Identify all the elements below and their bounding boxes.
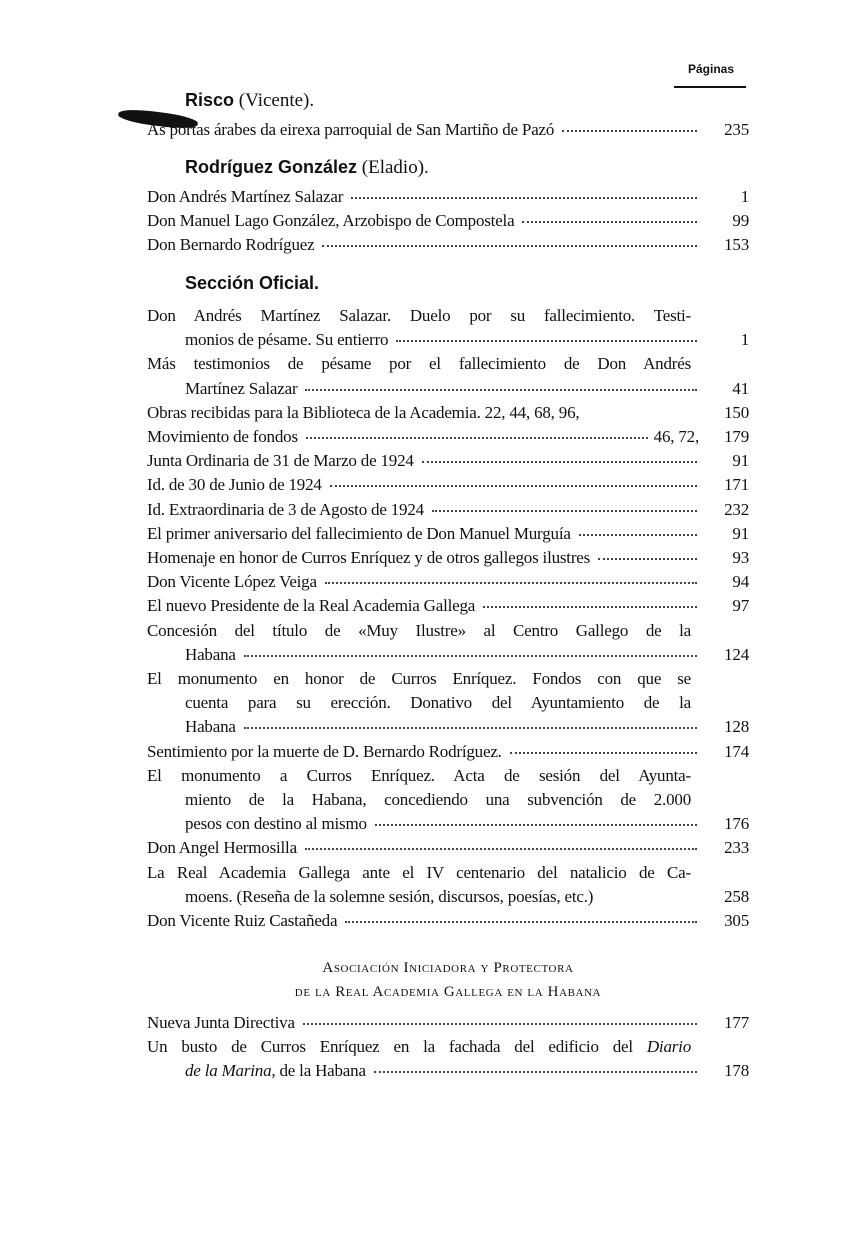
pages-column-header: Páginas xyxy=(687,62,735,76)
entry-line xyxy=(147,449,749,473)
entry-text: El primer aniversario del fallecimiento de Don Manuel Murguía xyxy=(147,523,571,543)
page-number: 94 xyxy=(732,572,749,592)
toc-entry xyxy=(147,740,749,764)
heading-name: (Vicente). xyxy=(234,90,315,111)
entry-text: Nueva Junta Directiva xyxy=(147,1013,295,1032)
entry-line xyxy=(147,619,749,643)
dot-leader xyxy=(375,824,697,826)
toc-entry xyxy=(147,473,749,497)
entry-text: Don Bernardo Rodríguez xyxy=(147,235,315,255)
page-number: 177 xyxy=(724,1013,749,1032)
dot-leader xyxy=(325,582,697,584)
page-number: 176 xyxy=(724,814,749,834)
entry-line xyxy=(147,1059,749,1083)
entry-line xyxy=(147,233,749,257)
entry-line xyxy=(147,118,749,142)
entry-line xyxy=(147,594,749,618)
section-heading xyxy=(185,155,787,180)
entry-text: La Real Academia Gallega ante el IV centenario del natalicio de Ca- xyxy=(147,862,691,882)
dot-leader xyxy=(562,130,697,132)
page-number: 178 xyxy=(724,1061,749,1081)
dot-leader xyxy=(579,534,697,536)
extra-pages: 46, 72, xyxy=(653,427,699,446)
entry-text: Habana xyxy=(185,717,236,737)
toc-entry xyxy=(147,498,749,522)
toc-entry xyxy=(147,401,749,425)
entry-line xyxy=(147,812,749,836)
toc-entry xyxy=(147,449,749,473)
entry-line xyxy=(147,546,749,570)
page-number: 124 xyxy=(724,644,749,664)
entry-line xyxy=(147,352,749,376)
page-number: 91 xyxy=(732,451,749,471)
dot-leader xyxy=(598,558,697,560)
entry-text: monios de pésame. Su entierro xyxy=(185,330,389,350)
toc-entry xyxy=(147,352,749,400)
toc-entry xyxy=(147,425,749,449)
entry-line xyxy=(147,836,749,860)
toc-entry xyxy=(147,861,749,909)
entry-line xyxy=(147,570,749,594)
entry-text xyxy=(147,1035,749,1059)
dot-leader xyxy=(305,848,697,850)
entry-text-part: de la Habana xyxy=(275,1061,366,1081)
page-number: 153 xyxy=(724,235,749,255)
dot-leader xyxy=(345,921,697,923)
page-number: 93 xyxy=(732,548,749,567)
entry-text: pesos con destino al mismo xyxy=(185,814,367,834)
page-number: 233 xyxy=(724,838,749,858)
dot-leader xyxy=(396,340,697,342)
entry-line xyxy=(147,377,749,401)
toc-entry xyxy=(147,619,749,667)
dot-leader xyxy=(351,197,697,199)
page-number: 305 xyxy=(724,911,749,930)
entry-line xyxy=(147,691,749,715)
page-number: 258 xyxy=(724,886,749,906)
entry-line xyxy=(147,185,749,209)
page-number: 41 xyxy=(732,378,749,398)
entry-line xyxy=(147,885,749,909)
entry-text: Don Angel Hermosilla xyxy=(147,838,297,858)
section-heading: Asociación Iniciadora y Protectora xyxy=(322,960,574,976)
page-number: 179 xyxy=(724,427,749,446)
page-number: 1 xyxy=(740,187,749,206)
entry-text: Don Manuel Lago González, Arzobispo de Compostela xyxy=(147,211,515,231)
dot-leader xyxy=(322,245,697,247)
dot-leader xyxy=(244,727,697,729)
toc-entry xyxy=(147,209,749,233)
entry-italic-title: Diario xyxy=(646,1037,691,1057)
entry-line xyxy=(147,1035,749,1059)
entry-text-part: Un busto de Curros Enríquez en la fachada del edificio del xyxy=(147,1037,633,1057)
dot-leader xyxy=(374,1071,697,1073)
heading-author: Risco xyxy=(185,90,235,110)
heading-author: Rodríguez González xyxy=(185,157,358,177)
entry-line xyxy=(147,764,749,788)
entry-text: Don Andrés Martínez Salazar xyxy=(147,187,344,206)
entry-line xyxy=(147,740,749,764)
toc-entry xyxy=(147,836,749,860)
toc-entry xyxy=(147,185,749,209)
dot-leader xyxy=(305,389,697,391)
toc-entry xyxy=(147,764,749,837)
dot-leader xyxy=(483,606,697,608)
entry-text: Obras recibidas para la Biblioteca de la Academia. 22, 44, 68, 96, xyxy=(147,402,580,422)
page-number: 97 xyxy=(732,596,749,616)
page-number: 150 xyxy=(724,402,749,422)
toc-entry xyxy=(147,304,749,352)
dot-leader xyxy=(432,510,697,512)
entry-line xyxy=(147,328,749,352)
entry-text: Homenaje en honor de Curros Enríquez y de otros gallegos ilustres xyxy=(147,548,591,567)
entry-text: Don Andrés Martínez Salazar. Duelo por su fallecimiento. Testi- xyxy=(147,306,691,325)
entry-line xyxy=(147,473,749,497)
entry-text: moens. (Reseña de la solemne sesión, discursos, poesías, etc.) xyxy=(185,886,594,906)
entry-text: Habana xyxy=(185,644,236,664)
entry-text: miento de la Habana, concediendo una subvención de 2.000 xyxy=(185,789,691,809)
entry-text: Movimiento de fondos xyxy=(147,427,298,446)
dot-leader xyxy=(422,461,697,463)
dot-leader xyxy=(522,221,697,223)
entry-line xyxy=(147,667,749,691)
page-number: 235 xyxy=(724,120,749,139)
dot-leader xyxy=(306,437,648,439)
toc-entry xyxy=(147,570,749,594)
entry-line xyxy=(147,788,749,812)
toc-entry xyxy=(147,909,749,933)
heading-author: Sección Oficial. xyxy=(185,273,320,293)
entry-text: cuenta para su erección. Donativo del Ayuntamiento de la xyxy=(185,693,691,713)
entry-line xyxy=(147,643,749,667)
toc-entry xyxy=(147,667,749,740)
dot-leader xyxy=(303,1023,697,1025)
entry-text: Don Vicente López Veiga xyxy=(147,572,317,592)
entry-text: Concesión del título de «Muy Ilustre» al Centro Gallego de la xyxy=(147,620,691,640)
page-number: 99 xyxy=(732,211,749,231)
entry-text: Id. Extraordinaria de 3 de Agosto de 1924 xyxy=(147,499,424,519)
toc-entry xyxy=(147,1011,749,1035)
page-number: 171 xyxy=(724,475,749,495)
entry-line xyxy=(147,425,749,449)
toc-entry xyxy=(147,233,749,257)
page-number: 232 xyxy=(724,499,749,519)
toc-entry xyxy=(147,1035,749,1083)
section-heading: de la Real Academia Gallega en la Habana xyxy=(294,984,602,1000)
entry-line xyxy=(147,209,749,233)
entry-italic-title: de la Marina, xyxy=(185,1061,276,1081)
page-number: 91 xyxy=(732,523,749,543)
entry-line xyxy=(147,715,749,739)
heading-name: (Eladio). xyxy=(357,157,429,178)
entry-text: Más testimonios de pésame por el fallecimiento de Don Andrés xyxy=(147,354,691,374)
entry-text: Id. de 30 de Junio de 1924 xyxy=(147,475,322,495)
entry-text: El nuevo Presidente de la Real Academia Gallega xyxy=(147,596,476,616)
entry-text: As portas árabes da eirexa parroquial de San Martiño de Pazó xyxy=(147,120,555,139)
entry-line xyxy=(147,498,749,522)
entry-line xyxy=(147,861,749,885)
toc-entry xyxy=(147,594,749,618)
entry-text: El monumento a Curros Enríquez. Acta de sesión del Ayunta- xyxy=(147,765,691,785)
toc-entry xyxy=(147,522,749,546)
entry-text: Martínez Salazar xyxy=(185,378,298,398)
entry-line xyxy=(147,1011,749,1035)
entry-line xyxy=(147,304,749,328)
toc-entry xyxy=(147,546,749,570)
entry-text xyxy=(185,1059,366,1083)
entry-line xyxy=(147,522,749,546)
dot-leader xyxy=(330,485,697,487)
entry-text: Junta Ordinaria de 31 de Marzo de 1924 xyxy=(147,451,414,471)
entry-text: Sentimiento por la muerte de D. Bernardo Rodríguez. xyxy=(147,741,502,761)
entry-line xyxy=(147,909,749,933)
section-heading xyxy=(185,88,787,113)
dot-leader xyxy=(510,752,697,754)
section-heading xyxy=(185,271,787,296)
entry-text: Don Vicente Ruiz Castañeda xyxy=(147,911,338,930)
entry-text: El monumento en honor de Curros Enríquez. Fondos con que se xyxy=(147,669,691,688)
page-number: 174 xyxy=(724,741,749,761)
toc-entry xyxy=(147,118,749,142)
page-number: 128 xyxy=(724,717,749,737)
dot-leader xyxy=(244,655,697,657)
page-number: 1 xyxy=(740,330,749,350)
entry-line xyxy=(147,401,749,425)
